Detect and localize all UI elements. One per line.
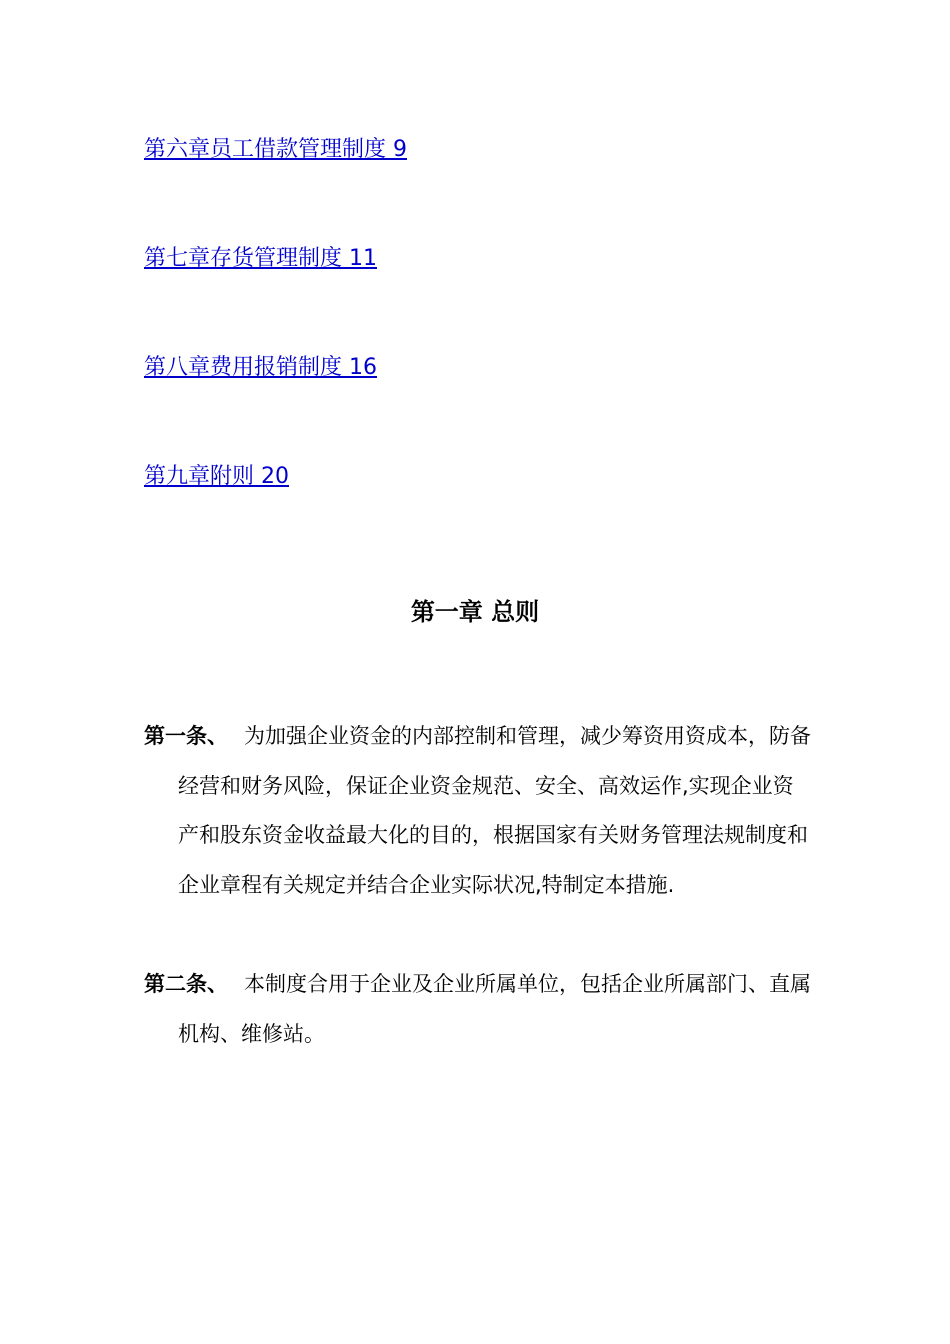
article-2-text: 本制度合用于企业及企业所属单位，包括企业所属部门、直属机构、维修站。 xyxy=(178,972,811,1046)
article-1 xyxy=(144,712,814,910)
toc-link-chapter-7[interactable]: 第七章存货管理制度 11 xyxy=(144,246,377,271)
chapter-title: 第一章 总则 xyxy=(410,598,540,626)
toc-link-chapter-8[interactable]: 第八章费用报销制度 16 xyxy=(144,355,377,380)
article-2-label: 第二条、 xyxy=(144,972,228,996)
toc-link-chapter-9[interactable]: 第九章附则 20 xyxy=(144,464,289,489)
article-2 xyxy=(144,960,814,1059)
toc-link-chapter-6[interactable]: 第六章员工借款管理制度 9 xyxy=(144,137,407,162)
article-1-label: 第一条、 xyxy=(144,724,228,748)
article-1-text: 为加强企业资金的内部控制和管理，减少筹资用资成本，防备经营和财务风险，保证企业资金规范、安全、高效运作,实现企业资产和股东资金收益最大化的目的，根据国家有关财务管理法规制度和企业章程有关规定并结合企业实际状况,特制定本措施. xyxy=(178,724,811,897)
